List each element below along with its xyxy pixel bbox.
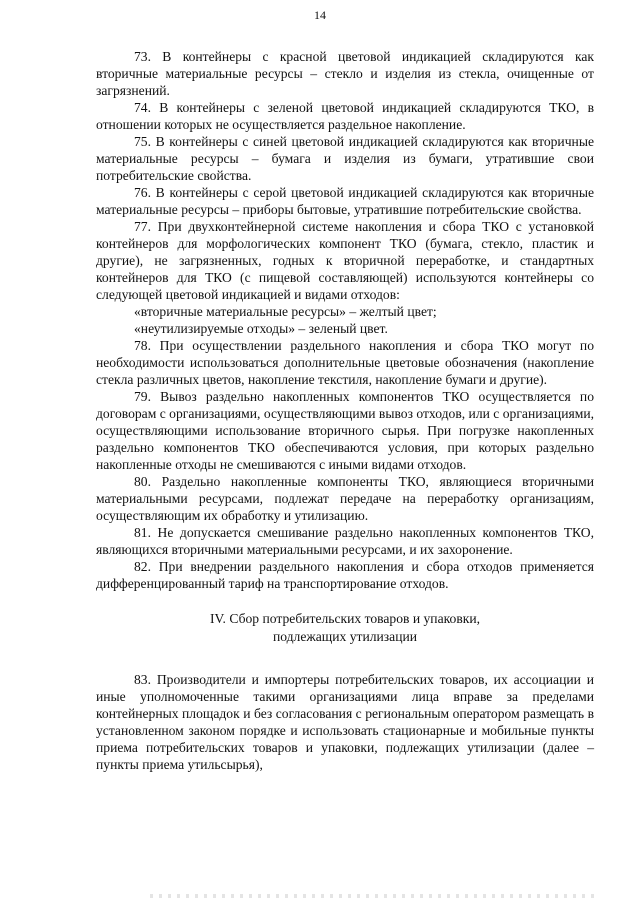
paragraph-75: 75. В контейнеры с синей цветовой индикацией складируются как вторичные материальные ресурсы – бумага и изделия из бумаги, утратившие свои потребительские свойства.	[96, 134, 594, 183]
paragraph-82: 82. При внедрении раздельного накопления и сбора отходов применяется дифференцированный тариф на транспортирование отходов.	[96, 559, 594, 591]
section-title	[96, 610, 594, 646]
document-body	[96, 48, 594, 773]
paragraph-78: 78. При осуществлении раздельного накопления и сбора ТКО могут по необходимости использоваться дополнительные цветовые обозначения (накопление стекла различных цветов, накопление текстиля, накопление бумаги и другие).	[96, 338, 594, 387]
section-title-line-2: подлежащих утилизации	[272, 629, 418, 644]
section-title-line-1: IV. Сбор потребительских товаров и упаковки,	[209, 611, 481, 626]
paragraph-77: 77. При двухконтейнерной системе накопления и сбора ТКО с установкой контейнеров для морфологических компонент ТКО (бумага, стекло, пластик и другие), не загрязненных, годных к вторичной переработке, и стандартных контейнеров для ТКО (с пищевой составляющей) используются контейнеры со следующей цветовой индикацией и видами отходов:	[96, 219, 594, 302]
paragraph-80: 80. Раздельно накопленные компоненты ТКО, являющиеся вторичными материальными ресурсами, подлежат передаче на переработку организациям, осуществляющим их обработку и утилизацию.	[96, 474, 594, 523]
paragraph-79: 79. Вывоз раздельно накопленных компонентов ТКО осуществляется по договорам с организациями, осуществляющими вывоз отходов, или с организациями, осуществляющими использование вторичного сырья. При погрузке накопленных раздельно компонентов ТКО обеспечиваются условия, при которых раздельно накопленные отходы не смешиваются с иными видами отходов.	[96, 389, 594, 472]
paragraph-76: 76. В контейнеры с серой цветовой индикацией складируются как вторичные материальные ресурсы – приборы бытовые, утратившие потребительские свойства.	[96, 185, 594, 217]
scan-artifact-line	[150, 894, 600, 898]
paragraph-74: 74. В контейнеры с зеленой цветовой индикацией складируются ТКО, в отношении которых не осуществляется раздельное накопление.	[96, 100, 594, 132]
list-item-yellow: «вторичные материальные ресурсы» – желтый цвет;	[134, 304, 437, 319]
list-item-green: «неутилизируемые отходы» – зеленый цвет.	[134, 321, 388, 336]
page-number: 14	[314, 8, 326, 22]
paragraph-73: 73. В контейнеры с красной цветовой индикацией складируются как вторичные материальные ресурсы – стекло и изделия из стекла, очищенные от загрязнений.	[96, 49, 594, 98]
paragraph-83: 83. Производители и импортеры потребительских товаров, их ассоциации и иные уполномоченные такими организациями лица вправе за пределами контейнерных площадок и без согласования с региональным оператором размещать в установленном законом порядке и использовать стационарные и мобильные пункты приема потребительских товаров и упаковки, подлежащих утилизации (далее – пункты приема утильсырья),	[96, 672, 594, 772]
paragraph-81: 81. Не допускается смешивание раздельно накопленных компонентов ТКО, являющихся вторичными материальными ресурсами, и их захоронение.	[96, 525, 594, 557]
